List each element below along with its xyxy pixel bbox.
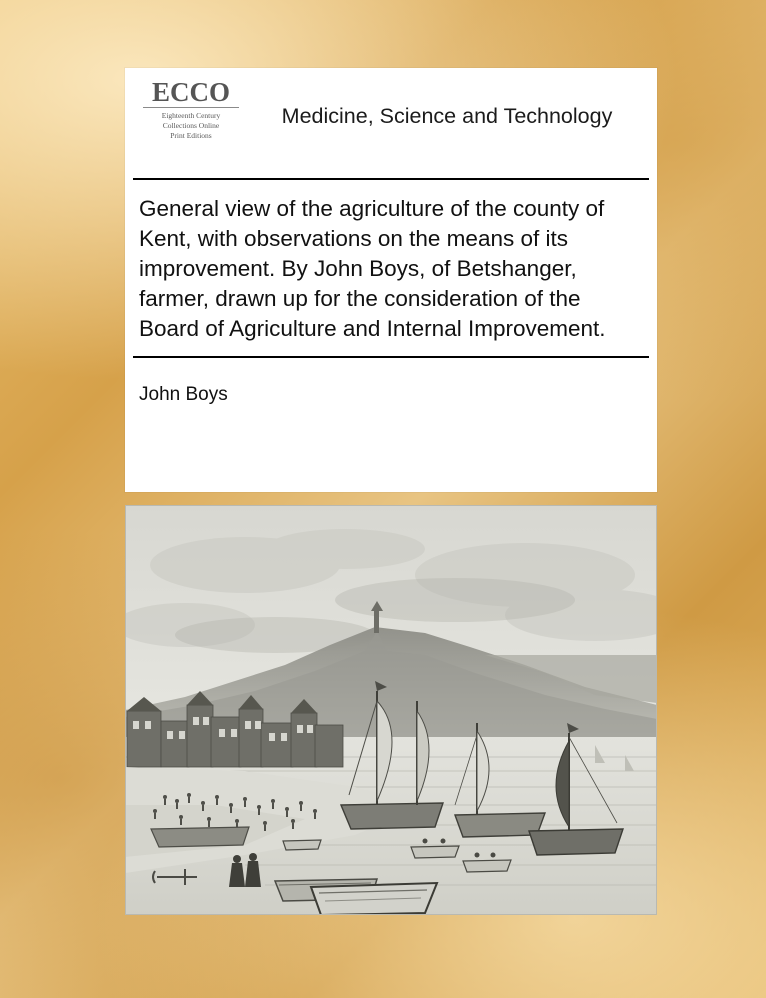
ecco-logo-line1: Eighteenth Century	[161, 111, 221, 120]
book-author: John Boys	[139, 384, 228, 405]
cover-header	[125, 68, 657, 178]
ecco-logo-divider	[143, 107, 239, 108]
ecco-logo-line2: Collections Online	[162, 121, 220, 130]
collection-title: Medicine, Science and Technology	[281, 104, 613, 128]
harbour-engraving-illustration	[125, 505, 657, 915]
ecco-logo-line3: Print Editions	[170, 131, 212, 140]
cover-card	[125, 68, 657, 492]
ecco-logo	[137, 77, 245, 141]
cover-artwork	[125, 505, 657, 915]
book-title: General view of the agriculture of the county of Kent, with observations on the means of its improvement. By John Boys, of Betshanger, farmer, drawn up for the consideration of the Board of Agriculture and Internal Improvement.	[139, 196, 606, 341]
ecco-logo-wordmark: ECCO	[151, 77, 230, 107]
